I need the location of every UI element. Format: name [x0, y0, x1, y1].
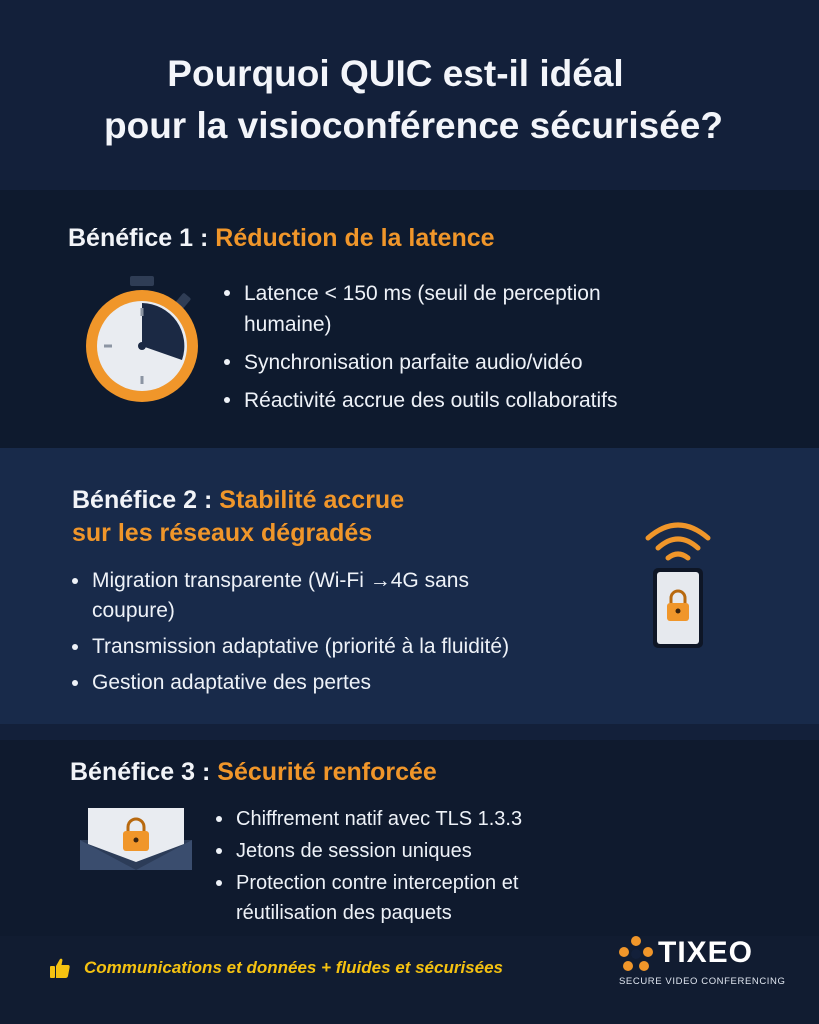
benefit-1-prefix: Bénéfice 1 :: [68, 224, 209, 252]
benefit-2-title-line-2: sur les réseaux dégradés: [72, 519, 373, 547]
tixeo-logo-mark-icon: [618, 934, 654, 974]
benefit-1-item: Réactivité accrue des outils collaboratifs: [222, 385, 692, 416]
logo-wordmark: TIXEO: [658, 936, 754, 969]
benefit-1-item: Latence < 150 ms (seuil de perception humaine): [222, 278, 692, 340]
benefit-3-list: [214, 804, 594, 930]
benefit-3-item: Chiffrement natif avec TLS 1.3.3: [214, 804, 594, 834]
benefit-3-item: Protection contre interception et réutilisation des paquets: [214, 868, 576, 928]
benefit-1-list: [222, 278, 692, 423]
benefit-1-title: Réduction de la latence: [215, 224, 495, 252]
footer-tagline: Communications et données + fluides et sécurisées: [84, 958, 503, 977]
title-line-2: pour la visioconférence sécurisée?: [104, 105, 723, 146]
benefit-2-list: [70, 566, 590, 704]
benefit-3-title: Sécurité renforcée: [217, 758, 437, 786]
envelope-lock-icon: [78, 806, 194, 872]
logo-tagline: SECURE VIDEO CONFERENCING: [619, 976, 786, 987]
page-title: [0, 48, 819, 152]
benefit-2-item: Migration transparente (Wi-Fi →4G sans coupure): [70, 566, 472, 626]
benefit-3-prefix: Bénéfice 3 :: [70, 758, 211, 786]
stopwatch-icon: [80, 272, 200, 408]
thumbs-up-icon: [48, 956, 72, 980]
benefit-3-item: Jetons de session uniques: [214, 836, 594, 866]
tixeo-logo: [618, 934, 788, 994]
benefit-2-heading: [72, 484, 404, 550]
benefit-1-item: Synchronisation parfaite audio/vidéo: [222, 347, 692, 378]
benefit-2-prefix: Bénéfice 2 :: [72, 486, 213, 514]
benefit-2-item: Transmission adaptative (priorité à la fluidité): [70, 632, 590, 662]
phone-wifi-lock-icon: [640, 516, 716, 650]
benefit-2-item: Gestion adaptative des pertes: [70, 668, 590, 698]
benefit-1-heading: [68, 222, 495, 255]
benefit-3-heading: [70, 756, 437, 789]
title-line-1: Pourquoi QUIC est-il idéal: [167, 53, 624, 94]
benefit-2-title-line-1: Stabilité accrue: [219, 486, 405, 514]
